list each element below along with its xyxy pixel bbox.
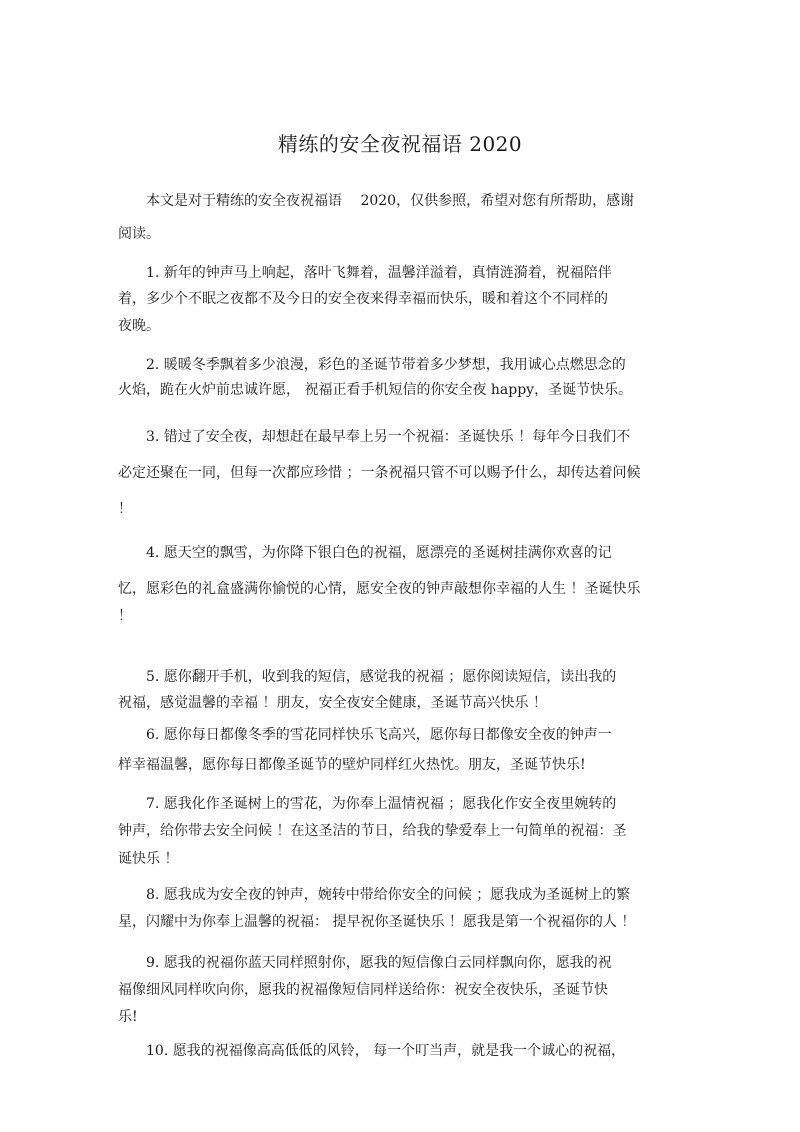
text-line: 9. 愿我的祝福你蓝天同样照射你，愿我的短信像白云同样飘向你，愿我的祝	[146, 955, 612, 971]
text-line: ！	[118, 608, 132, 624]
text-line: ！	[118, 501, 132, 517]
text-line: 样幸福温馨，愿你每日都像圣诞节的壁炉同样红火热忱。朋友，圣诞节快乐!	[118, 757, 586, 773]
text-line: 星，闪耀中为你奉上温馨的祝福： 提早祝你圣诞快乐 ！愿我是第一个祝福你的人 ！	[118, 914, 636, 930]
text-line: 夜晚。	[118, 318, 160, 334]
text-line: 10. 愿我的祝福像高高低低的风铃， 每一个叮当声，就是我一个诚心的祝福，	[146, 1043, 626, 1059]
text-line: 2. 暖暖冬季飘着多少浪漫，彩色的圣诞节带着多少梦想，我用诚心点燃思念的	[146, 357, 626, 373]
document-title: 精练的安全夜祝福语 2020	[277, 132, 523, 156]
text-line: 4. 愿天空的飘雪，为你降下银白色的祝福，愿漂亮的圣诞树挂满你欢喜的记	[146, 545, 612, 561]
text-line: 诞快乐 ！	[118, 851, 179, 867]
text-line: 阅读。	[118, 226, 160, 242]
text-line: 7. 愿我化作圣诞树上的雪花，为你奉上温情祝福 ；愿我化作安全夜里婉转的	[146, 796, 617, 812]
text-line: 火焰，跪在火炉前忠诚许愿， 祝福正看手机短信的你安全夜 happy，圣诞节快乐。	[118, 382, 633, 398]
text-line: 8. 愿我成为安全夜的钟声，婉转中带给你安全的问候 ；愿我成为圣诞树上的繁	[146, 887, 631, 903]
text-line: 5. 愿你翻开手机，收到我的短信，感觉我的祝福 ；愿你阅读短信，读出我的	[146, 669, 617, 685]
text-line: 6. 愿你每日都像冬季的雪花同样快乐飞高兴，愿你每日都像安全夜的钟声一	[146, 727, 612, 743]
text-line: 祝福，感觉温馨的幸福 ！朋友，安全夜安全健康，圣诞节高兴快乐 ！	[118, 695, 547, 711]
text-line: 着，多少个不眠之夜都不及今日的安全夜来得幸福而快乐，暖和着这个不同样的	[118, 291, 608, 307]
text-line: 福像细风同样吹向你，愿我的祝福像短信同样送给你：祝安全夜快乐，圣诞节快	[118, 982, 608, 998]
text-line: 忆，愿彩色的礼盒盛满你愉悦的心情，愿安全夜的钟声敲想你幸福的人生 ！圣诞快乐	[118, 581, 641, 597]
text-line: 1. 新年的钟声马上响起，落叶飞舞着，温馨洋溢着，真情涟漪着，祝福陪伴	[146, 265, 612, 281]
text-line: 钟声，给你带去安全问候 ！在这圣洁的节日，给我的挚爱奉上一句简单的祝福：圣	[118, 823, 627, 839]
text-line: 必定还聚在一同，但每一次都应珍惜 ；一条祝福只管不可以赐予什么，却传达着问候	[118, 465, 641, 481]
text-line: 3. 错过了安全夜，却想赶在最早奉上另一个祝福：圣诞快乐 ！每年今日我们不	[146, 429, 631, 445]
text-line: 本文是对于精练的安全夜祝福语 2020，仅供参照，希望对您有所帮助，感谢	[146, 193, 635, 209]
text-line: 乐!	[118, 1009, 138, 1025]
